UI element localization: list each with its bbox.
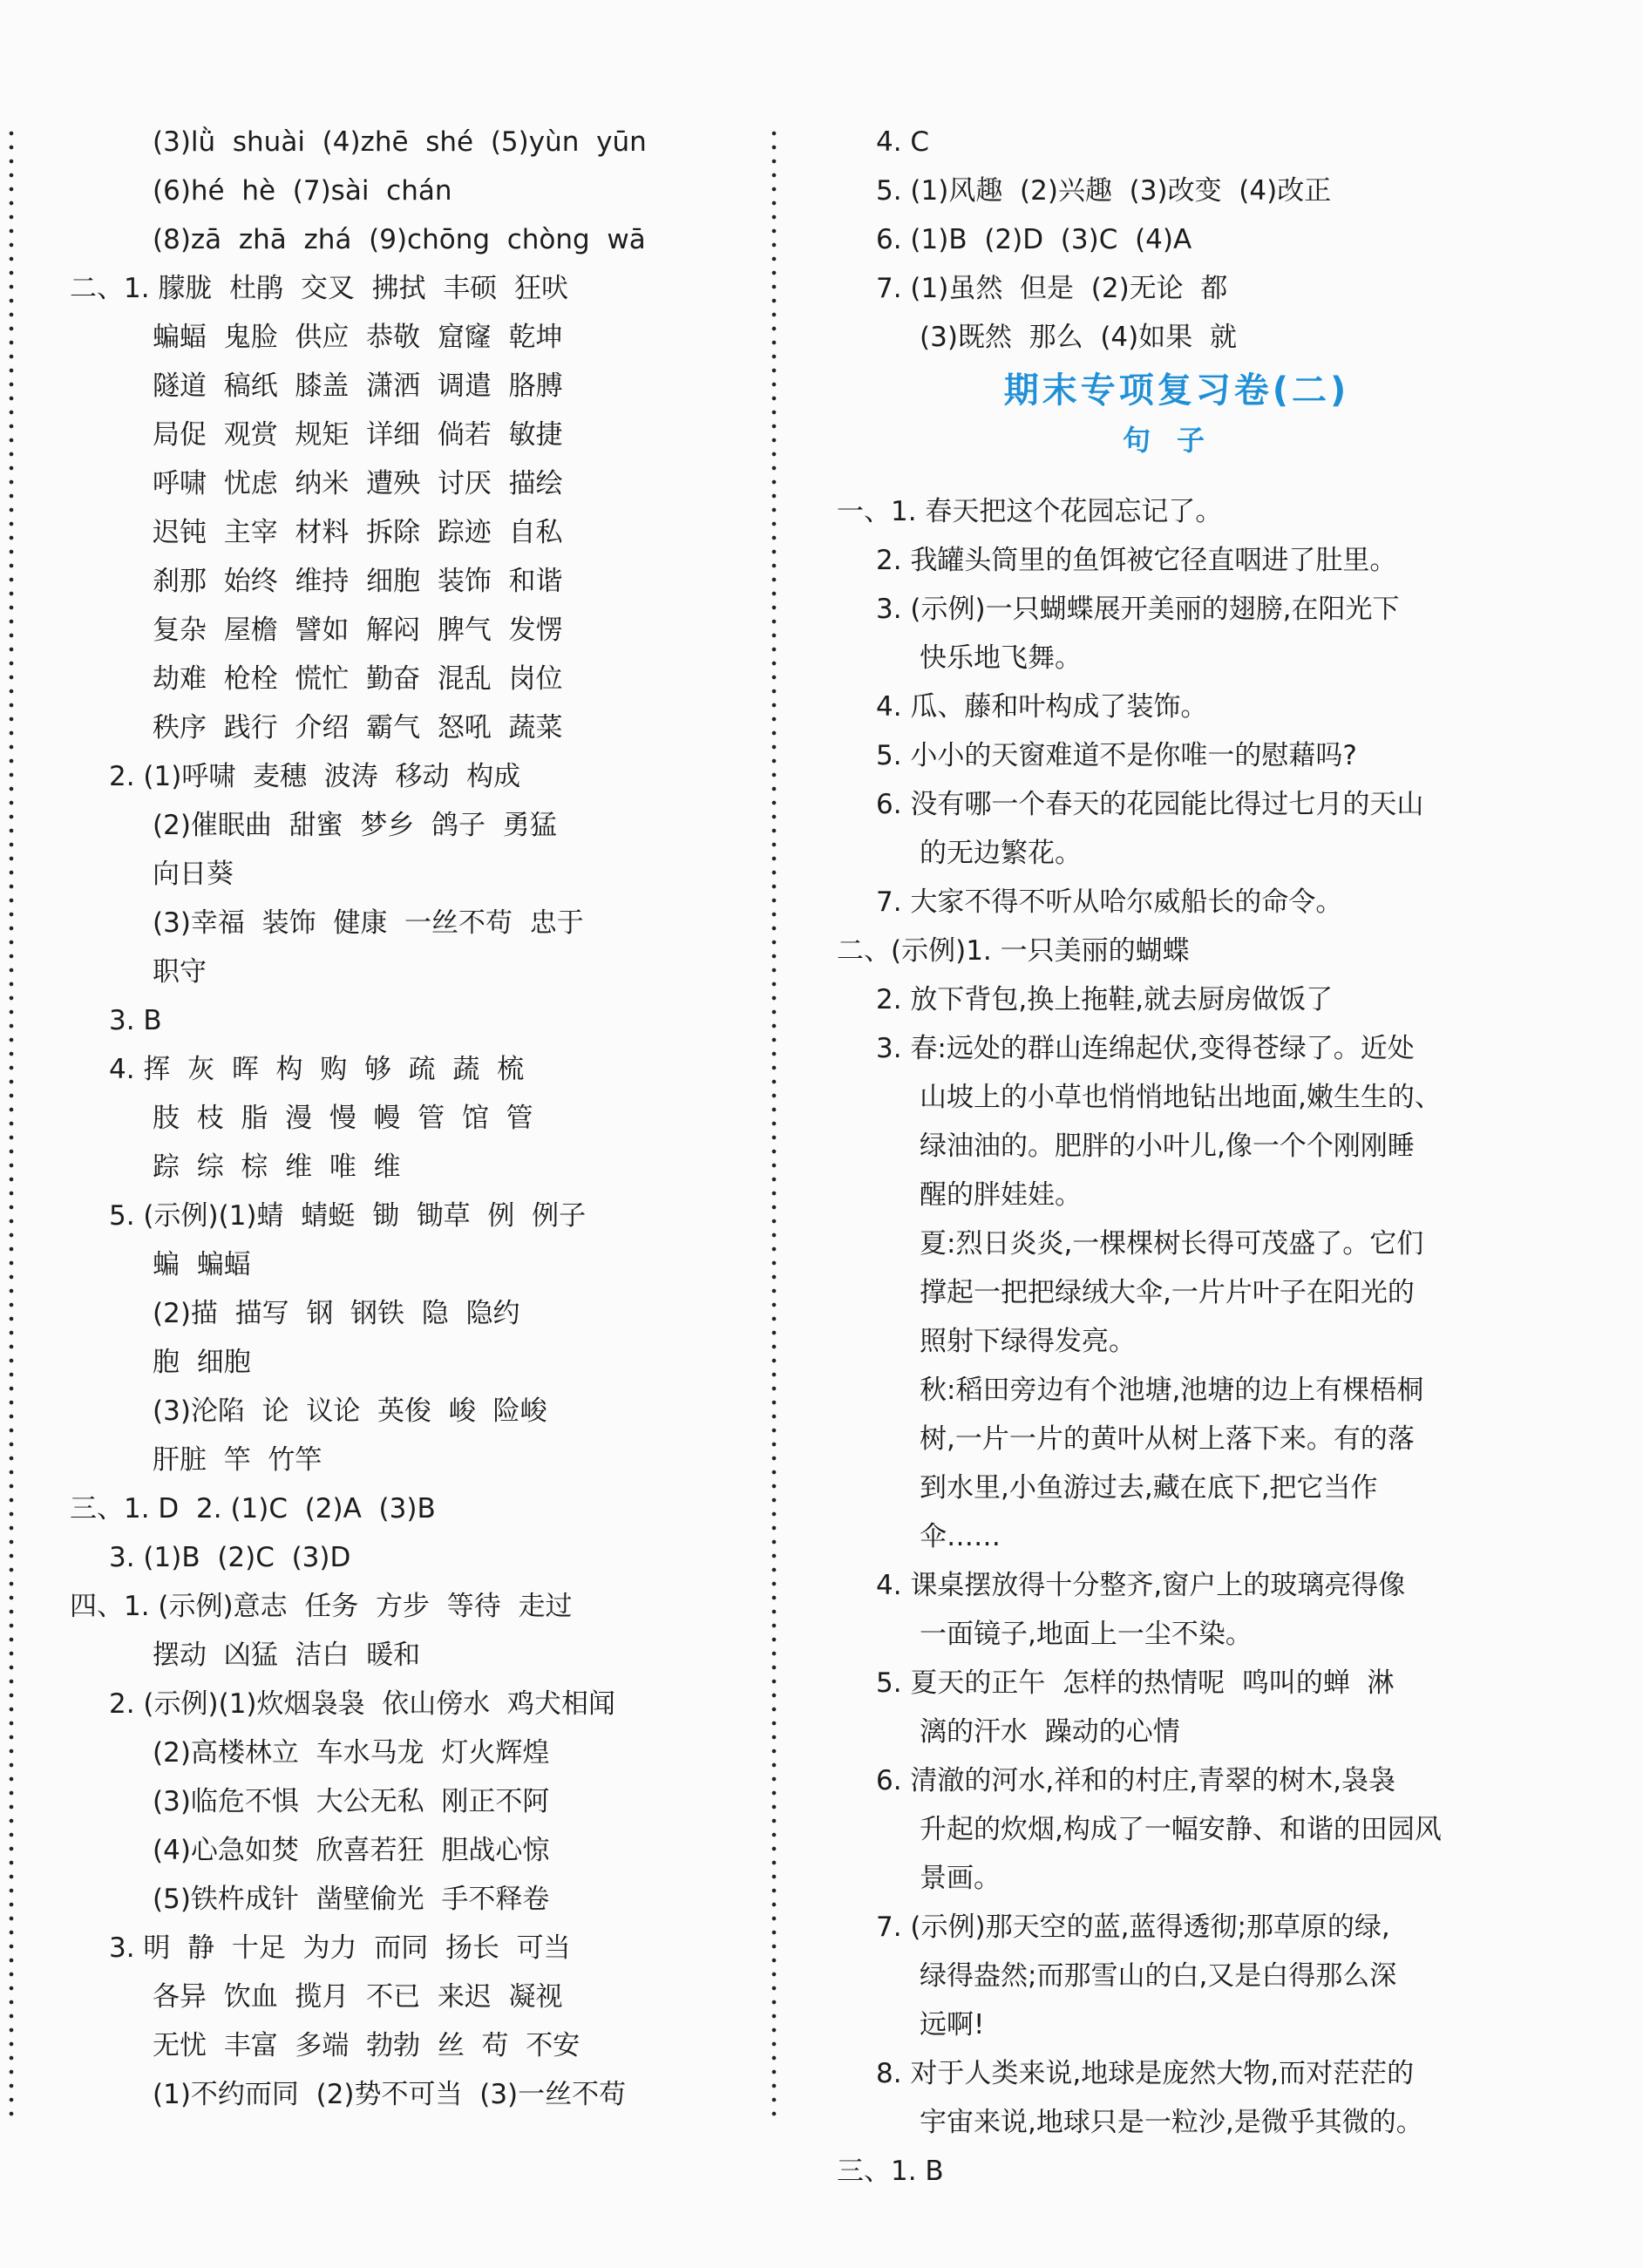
answer-text: 呼啸 忧虑 纳米 遭殃 讨厌 描绘 <box>153 468 563 499</box>
answer-text: 5. 夏天的正午 怎样的热情呢 鸣叫的蝉 淋 <box>876 1667 1395 1699</box>
answer-line <box>70 1240 750 1289</box>
answer-text: 蝙蝠 鬼脸 供应 恭敬 窟窿 乾坤 <box>153 322 563 353</box>
answer-line <box>70 996 750 1045</box>
answer-line <box>837 1317 1482 1366</box>
answer-text: (5)铁杵成针 凿壁偷光 手不释卷 <box>153 1884 550 1915</box>
answer-text: 4. 瓜、藤和叶构成了装饰。 <box>876 691 1208 723</box>
answer-line <box>837 1219 1482 1268</box>
answer-line <box>70 1875 750 1924</box>
answer-line <box>70 1924 750 1973</box>
answer-text: 迟钝 主宰 材料 拆除 踪迹 自私 <box>153 517 563 548</box>
right-top-answers <box>837 118 1482 362</box>
answer-line <box>70 1728 750 1777</box>
answer-line <box>70 1436 750 1484</box>
answer-line <box>837 1171 1482 1219</box>
answer-text: 2. 我罐头筒里的鱼饵被它径直咽进了肚里。 <box>876 545 1397 576</box>
answer-line <box>70 1143 750 1192</box>
answer-text: 肢 枝 脂 漫 慢 幔 管 馆 管 <box>153 1103 533 1134</box>
answer-line <box>70 1826 750 1875</box>
answer-text: 6. (1)B (2)D (3)C (4)A <box>876 224 1192 255</box>
answer-text: 3. 明 静 十足 为力 而同 扬长 可当 <box>109 1932 571 1964</box>
answer-line <box>70 606 750 655</box>
answer-text: (3)沦陷 论 议论 英俊 峻 险峻 <box>153 1395 547 1427</box>
answer-text: 四、1. (示例)意志 任务 方步 等待 走过 <box>70 1591 573 1622</box>
answer-line <box>837 780 1482 829</box>
answer-text: 3. B <box>109 1005 162 1036</box>
answer-text: 劫难 枪栓 慌忙 勤奋 混乱 岗位 <box>153 663 563 695</box>
answer-text: 局促 观赏 规矩 详细 倘若 敏捷 <box>153 419 563 451</box>
answer-text: 秋:稻田旁边有个池塘,池塘的边上有棵梧桐 <box>920 1375 1424 1406</box>
answer-text: (3)临危不惧 大公无私 刚正不阿 <box>153 1786 550 1817</box>
answer-text: 醒的胖娃娃。 <box>920 1179 1082 1211</box>
answer-line <box>837 1024 1482 1073</box>
answer-line <box>837 1708 1482 1756</box>
answer-line <box>70 166 750 215</box>
answer-line <box>837 927 1482 975</box>
answer-text: 秩序 践行 介绍 霸气 怒吼 蔬菜 <box>153 712 563 744</box>
answer-text: 远啊! <box>920 2009 985 2041</box>
answer-text: 快乐地飞舞。 <box>920 642 1082 674</box>
answer-text: 宇宙来说,地球只是一粒沙,是微乎其微的。 <box>920 2107 1423 2138</box>
answer-text: 蝙 蝙蝠 <box>153 1249 251 1280</box>
answer-line <box>70 947 750 996</box>
answer-text: 升起的炊烟,构成了一幅安静、和谐的田园风 <box>920 1814 1442 1845</box>
answer-text: 职守 <box>153 956 207 988</box>
answer-line <box>837 1659 1482 1708</box>
answer-line <box>70 1777 750 1826</box>
answer-text: 一面镜子,地面上一尘不染。 <box>920 1619 1253 1650</box>
answer-text: 3. 春:远处的群山连绵起伏,变得苍绿了。近处 <box>876 1033 1415 1064</box>
answer-line <box>70 2070 750 2119</box>
answer-line <box>70 1680 750 1728</box>
answer-text: (2)描 描写 钢 钢铁 隐 隐约 <box>153 1298 520 1329</box>
left-column <box>70 118 750 2119</box>
answer-line <box>837 2049 1482 2098</box>
answer-text: (3)既然 那么 (4)如果 就 <box>920 322 1237 353</box>
answer-line <box>837 1512 1482 1561</box>
answer-line <box>837 1073 1482 1122</box>
answer-line <box>70 1484 750 1533</box>
answer-line <box>837 487 1482 536</box>
answer-text: 4. 挥 灰 晖 构 购 够 疏 蔬 梳 <box>109 1054 525 1085</box>
answer-text: 一、1. 春天把这个花园忘记了。 <box>837 496 1223 527</box>
answer-text: (1)不约而同 (2)势不可当 (3)一丝不苟 <box>153 2079 627 2110</box>
answer-text: 5. (示例)(1)蜻 蜻蜓 锄 锄草 例 例子 <box>109 1200 587 1232</box>
answer-text: (8)zā zhā zhá (9)chōng chòng wā <box>153 224 646 255</box>
answer-line <box>837 1561 1482 1610</box>
answer-line <box>70 1045 750 1094</box>
answer-line <box>837 1805 1482 1854</box>
answer-line <box>70 1533 750 1582</box>
answer-text: (3)幸福 装饰 健康 一丝不苟 忠于 <box>153 907 584 939</box>
answer-text: 树,一片一片的黄叶从树上落下来。有的落 <box>920 1423 1415 1455</box>
answer-line <box>70 899 750 947</box>
answer-text: 二、1. 朦胧 杜鹃 交叉 拂拭 丰硕 狂吠 <box>70 273 568 304</box>
answer-text: 伞…… <box>920 1521 1001 1552</box>
answer-line <box>70 1338 750 1387</box>
answer-line <box>70 557 750 606</box>
answer-line <box>70 313 750 362</box>
answer-text: 绿油油的。肥胖的小叶儿,像一个个刚刚睡 <box>920 1131 1415 1162</box>
answer-line <box>70 215 750 264</box>
answer-text: 5. 小小的天窗难道不是你唯一的慰藉吗? <box>876 740 1357 771</box>
answer-text: 山坡上的小草也悄悄地钻出地面,嫩生生的、 <box>920 1082 1442 1113</box>
answer-text: 各异 饮血 揽月 不已 来迟 凝视 <box>153 1981 563 2013</box>
answer-text: 2. (示例)(1)炊烟袅袅 依山傍水 鸡犬相闻 <box>109 1688 615 1720</box>
answer-line <box>837 1952 1482 2000</box>
answer-line <box>837 1366 1482 1415</box>
answer-line <box>70 1387 750 1436</box>
answer-text: 3. (示例)一只蝴蝶展开美丽的翅膀,在阳光下 <box>876 594 1400 625</box>
center-dotted-divider <box>771 126 777 2122</box>
answer-line <box>837 1903 1482 1952</box>
answer-text: 肝脏 竿 竹竿 <box>153 1444 322 1476</box>
answer-line <box>837 166 1482 215</box>
answer-line <box>70 1094 750 1143</box>
answer-line <box>837 1854 1482 1903</box>
answer-line <box>837 829 1482 878</box>
answer-line <box>70 801 750 850</box>
answer-text: (6)hé hè (7)sài chán <box>153 175 452 207</box>
answer-text: 6. 清澈的河水,祥和的村庄,青翠的树木,袅袅 <box>876 1765 1395 1796</box>
answer-text: 胞 细胞 <box>153 1347 251 1378</box>
answer-line <box>837 1756 1482 1805</box>
answer-text: (2)高楼林立 车水马龙 灯火辉煌 <box>153 1737 550 1769</box>
answer-text: 向日葵 <box>153 859 234 890</box>
answer-line <box>70 118 750 166</box>
answer-line <box>837 585 1482 634</box>
answer-text: 刹那 始终 维持 细胞 装饰 和谐 <box>153 566 563 597</box>
answer-line <box>70 1192 750 1240</box>
answer-line <box>70 703 750 752</box>
answer-line <box>70 411 750 459</box>
answer-text: 二、(示例)1. 一只美丽的蝴蝶 <box>837 935 1190 967</box>
answer-line <box>70 655 750 703</box>
answer-line <box>70 362 750 411</box>
answer-text: 2. (1)呼啸 麦穗 波涛 移动 构成 <box>109 761 521 792</box>
answer-line <box>70 1973 750 2021</box>
answer-line <box>837 313 1482 362</box>
answer-text: 6. 没有哪一个春天的花园能比得过七月的天山 <box>876 789 1424 820</box>
answer-line <box>837 1122 1482 1171</box>
answer-line <box>70 1289 750 1338</box>
answer-text: (3)lǜ shuài (4)zhē shé (5)yùn yūn <box>153 126 647 158</box>
answer-text: 2. 放下背包,换上拖鞋,就去厨房做饭了 <box>876 984 1334 1015</box>
answer-text: 夏:烈日炎炎,一棵棵树长得可茂盛了。它们 <box>920 1228 1424 1260</box>
answer-line <box>837 2000 1482 2049</box>
answer-text: 8. 对于人类来说,地球是庞然大物,而对茫茫的 <box>876 2058 1415 2089</box>
answer-text: 三、1. D 2. (1)C (2)A (3)B <box>70 1493 436 1524</box>
answer-text: 3. (1)B (2)C (3)D <box>109 1542 351 1573</box>
answer-line <box>837 2098 1482 2147</box>
answer-text: 踪 综 棕 维 唯 维 <box>153 1151 401 1183</box>
answer-text: 撑起一把把绿绒大伞,一片片叶子在阳光的 <box>920 1277 1415 1308</box>
answer-line <box>70 1582 750 1631</box>
answer-line <box>837 264 1482 313</box>
answer-line <box>837 1463 1482 1512</box>
answer-text: 绿得盎然;而那雪山的白,又是白得那么深 <box>920 1960 1397 1992</box>
answer-text: 7. (示例)那天空的蓝,蓝得透彻;那草原的绿, <box>876 1912 1390 1943</box>
answer-text: 的无边繁花。 <box>920 838 1082 869</box>
answer-text: 复杂 屋檐 譬如 解闷 脾气 发愣 <box>153 615 563 646</box>
answer-line <box>70 850 750 899</box>
answer-line <box>837 1415 1482 1463</box>
answer-line <box>837 731 1482 780</box>
answer-line <box>837 118 1482 166</box>
answer-line <box>837 215 1482 264</box>
answer-line <box>70 459 750 508</box>
answer-line <box>70 752 750 801</box>
answer-line <box>837 975 1482 1024</box>
right-column <box>837 118 1482 2196</box>
answer-line <box>837 634 1482 682</box>
answer-text: 4. C <box>876 126 930 158</box>
answer-line <box>837 878 1482 927</box>
answer-text: 照射下绿得发亮。 <box>920 1326 1136 1357</box>
answer-text: 5. (1)风趣 (2)兴趣 (3)改变 (4)改正 <box>876 175 1332 207</box>
answer-text: 景画。 <box>920 1863 1001 1894</box>
answer-line <box>70 1631 750 1680</box>
answer-line <box>70 2021 750 2070</box>
answer-line <box>837 2147 1482 2196</box>
answer-text: 到水里,小鱼游过去,藏在底下,把它当作 <box>920 1472 1378 1504</box>
answer-line <box>70 508 750 557</box>
section-subheading: 句子 <box>1122 424 1231 457</box>
answer-line <box>837 1268 1482 1317</box>
answer-line <box>837 682 1482 731</box>
left-dotted-border <box>9 126 14 2122</box>
answer-line <box>70 264 750 313</box>
answer-text: 7. 大家不得不听从哈尔威船长的命令。 <box>876 886 1343 918</box>
right-main-answers <box>837 487 1482 2196</box>
answer-text: 隧道 稿纸 膝盖 潇洒 调遣 胳膊 <box>153 370 563 402</box>
answer-text: (2)催眠曲 甜蜜 梦乡 鸽子 勇猛 <box>153 810 557 841</box>
answer-line <box>837 1610 1482 1659</box>
answer-line <box>837 536 1482 585</box>
section-heading: 期末专项复习卷(二) <box>1003 370 1350 411</box>
answer-text: 漓的汗水 躁动的心情 <box>920 1716 1180 1748</box>
answer-text: 4. 课桌摆放得十分整齐,窗户上的玻璃亮得像 <box>876 1570 1406 1601</box>
answer-text: 7. (1)虽然 但是 (2)无论 都 <box>876 273 1228 304</box>
answer-text: 无忧 丰富 多端 勃勃 丝 苟 不安 <box>153 2030 580 2061</box>
answer-text: (4)心急如焚 欣喜若狂 胆战心惊 <box>153 1835 550 1866</box>
answer-text: 摆动 凶猛 洁白 暖和 <box>153 1640 421 1671</box>
answer-text: 三、1. B <box>837 2156 944 2187</box>
